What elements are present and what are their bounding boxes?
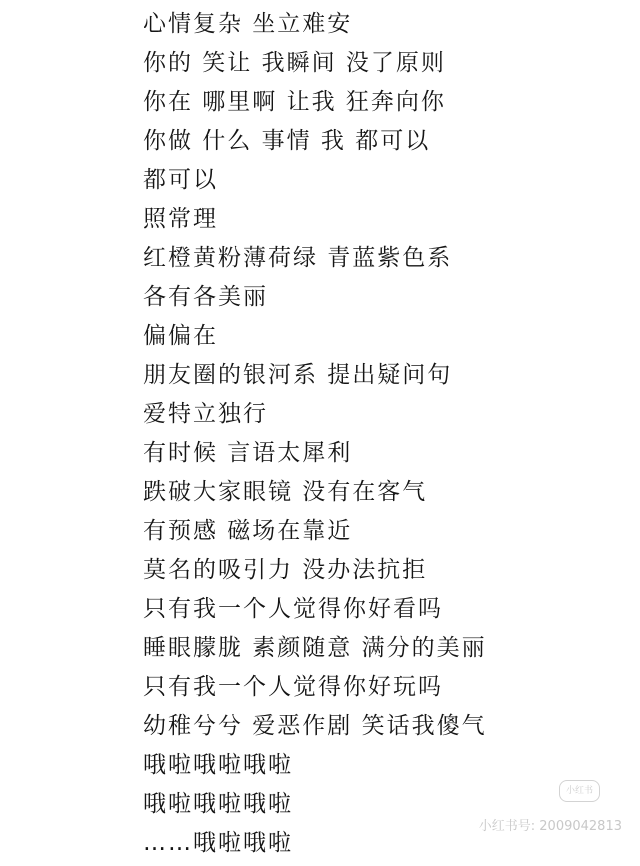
lyric-line: 莫名的吸引力 没办法抗拒 [143, 557, 428, 583]
lyric-line: 朋友圈的银河系 提出疑问句 [143, 362, 453, 388]
lyric-line: 有时候 言语太犀利 [143, 440, 353, 466]
lyric-line: 只有我一个人觉得你好玩吗 [143, 674, 443, 700]
lyric-line: 红橙黄粉薄荷绿 青蓝紫色系 [143, 245, 453, 271]
lyric-line: 偏偏在 [143, 323, 218, 349]
lyric-line: 哦啦哦啦哦啦 [143, 791, 293, 817]
lyrics-list [143, 8, 487, 866]
lyric-line: 哦啦哦啦哦啦 [143, 752, 293, 778]
lyric-line: 你在 哪里啊 让我 狂奔向你 [143, 89, 446, 115]
lyric-line: ……哦啦哦啦 [143, 830, 293, 856]
watermark-user-id: 小红书号: 2009042813 [478, 819, 622, 834]
lyric-line: 你做 什么 事情 我 都可以 [143, 128, 431, 154]
lyric-line: 你的 笑让 我瞬间 没了原则 [143, 50, 446, 76]
lyric-line: 只有我一个人觉得你好看吗 [143, 596, 443, 622]
lyric-line: 爱特立独行 [143, 401, 268, 427]
lyric-line: 跌破大家眼镜 没有在客气 [143, 479, 428, 505]
lyric-line: 幼稚兮兮 爱恶作剧 笑话我傻气 [143, 713, 487, 739]
lyric-line: 有预感 磁场在靠近 [143, 518, 353, 544]
lyric-line: 各有各美丽 [143, 284, 268, 310]
lyric-line: 睡眼朦胧 素颜随意 满分的美丽 [143, 635, 487, 661]
lyric-line: 都可以 [143, 167, 218, 193]
watermark [452, 780, 622, 835]
watermark-logo: 小红书 [559, 780, 600, 802]
lyric-line: 照常理 [143, 206, 218, 232]
lyric-line: 心情复杂 坐立难安 [143, 11, 353, 37]
